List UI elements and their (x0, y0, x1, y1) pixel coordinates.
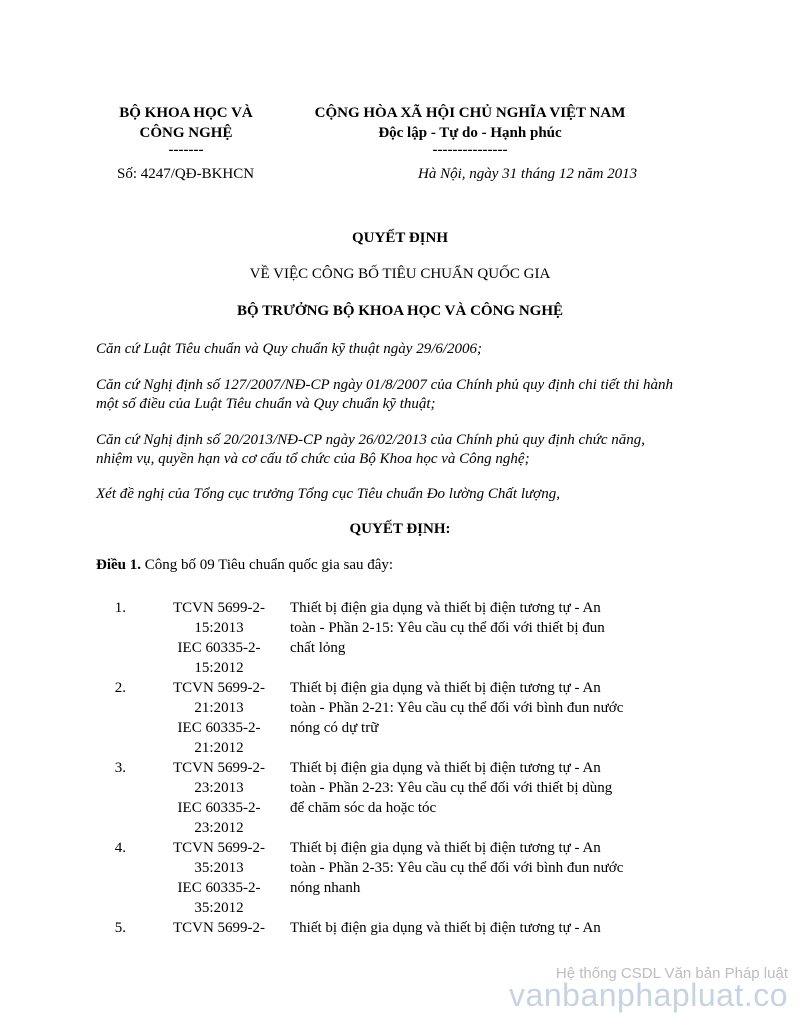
code-line: 35:2013 (194, 860, 244, 876)
preamble-line: Căn cứ Nghị định số 127/2007/NĐ-CP ngày 01/8/2007 của Chính phủ quy định chi tiết thi hành (96, 377, 674, 393)
code-line: IEC 60335-2- (177, 880, 261, 896)
item-code (154, 598, 284, 678)
preamble-line: Xét đề nghị của Tổng cục trưởng Tổng cục Tiêu chuẩn Đo lường Chất lượng, (96, 486, 560, 502)
code-line: 15:2012 (194, 660, 244, 676)
code-line: IEC 60335-2- (177, 720, 261, 736)
item-description (290, 758, 650, 818)
preamble-line: nhiệm vụ, quyền hạn và cơ cấu tổ chức của Bộ Khoa học và Công nghệ; (96, 451, 530, 467)
document-date: Hà Nội, ngày 31 tháng 12 năm 2013 (418, 166, 638, 182)
code-line: TCVN 5699-2- (172, 840, 266, 856)
desc-line: Thiết bị điện gia dụng và thiết bị điện tương tự - An (290, 760, 601, 776)
item-number: 3. (114, 760, 126, 776)
desc-line: Thiết bị điện gia dụng và thiết bị điện tương tự - An (290, 920, 601, 936)
motto-separator: --------------- (432, 142, 508, 158)
code-line: TCVN 5699-2- (172, 680, 266, 696)
item-number: 5. (114, 920, 126, 936)
item-description (290, 678, 650, 738)
item-code (154, 838, 284, 918)
preamble-line: Căn cứ Luật Tiêu chuẩn và Quy chuẩn kỹ thuật ngày 29/6/2006; (96, 341, 483, 357)
item-description (290, 918, 650, 938)
desc-line: chất lỏng (290, 640, 346, 656)
code-line: 15:2013 (194, 620, 244, 636)
desc-line: nóng có dự trữ (290, 720, 379, 736)
item-code (154, 758, 284, 838)
desc-line: Thiết bị điện gia dụng và thiết bị điện tương tự - An (290, 840, 601, 856)
document-subtitle: VỀ VIỆC CÔNG BỐ TIÊU CHUẨN QUỐC GIA (249, 266, 551, 282)
code-line: 21:2012 (194, 740, 244, 756)
national-motto-block (290, 103, 650, 157)
article-1-label: Điều 1. (96, 557, 141, 573)
code-line: 21:2013 (194, 700, 244, 716)
document-title: QUYẾT ĐỊNH (352, 230, 448, 246)
item-description (290, 838, 650, 898)
desc-line: toàn - Phần 2-15: Yêu cầu cụ thể đối với thiết bị đun (290, 620, 605, 636)
authority-heading: BỘ TRƯỞNG BỘ KHOA HỌC VÀ CÔNG NGHỆ (236, 303, 563, 319)
desc-line: toàn - Phần 2-23: Yêu cầu cụ thể đối với thiết bị dùng (290, 780, 613, 796)
code-line: TCVN 5699-2- (172, 920, 266, 936)
desc-line: Thiết bị điện gia dụng và thiết bị điện tương tự - An (290, 680, 601, 696)
item-description (290, 598, 650, 658)
item-number: 1. (114, 600, 126, 616)
code-line: TCVN 5699-2- (172, 600, 266, 616)
desc-line: Thiết bị điện gia dụng và thiết bị điện tương tự - An (290, 600, 601, 616)
code-line: 35:2012 (194, 900, 244, 916)
item-number: 2. (114, 680, 126, 696)
code-line: TCVN 5699-2- (172, 760, 266, 776)
desc-line: nóng nhanh (290, 880, 361, 896)
issuer-separator: ------- (168, 142, 204, 158)
code-line: 23:2013 (194, 780, 244, 796)
document-number: Số: 4247/QĐ-BKHCN (117, 166, 255, 182)
watermark-site-name: vanbanphapluat.co (509, 977, 788, 1013)
item-code (154, 678, 284, 758)
decision-heading: QUYẾT ĐỊNH: (349, 521, 451, 537)
article-1 (96, 555, 716, 575)
desc-line: để chăm sóc da hoặc tóc (290, 800, 437, 816)
desc-line: toàn - Phần 2-21: Yêu cầu cụ thể đối với bình đun nước (290, 700, 624, 716)
issuer-block (96, 103, 276, 157)
issuer-name-line2: CÔNG NGHỆ (139, 125, 233, 141)
country-name: CỘNG HÒA XÃ HỘI CHỦ NGHĨA VIỆT NAM (314, 105, 626, 121)
preamble-line: một số điều của Luật Tiêu chuẩn và Quy chuẩn kỹ thuật; (96, 396, 436, 412)
issuer-name-line1: BỘ KHOA HỌC VÀ (119, 105, 253, 121)
preamble-line: Căn cứ Nghị định số 20/2013/NĐ-CP ngày 26/02/2013 của Chính phủ quy định chức năng, (96, 432, 645, 448)
desc-line: toàn - Phần 2-35: Yêu cầu cụ thể đối với bình đun nước (290, 860, 624, 876)
code-line: 23:2012 (194, 820, 244, 836)
code-line: IEC 60335-2- (177, 640, 261, 656)
item-number: 4. (114, 840, 126, 856)
item-code (154, 918, 284, 938)
article-1-text: Công bố 09 Tiêu chuẩn quốc gia sau đây: (141, 557, 394, 573)
motto: Độc lập - Tự do - Hạnh phúc (378, 125, 562, 141)
watermark-caption: Hệ thống CSDL Văn bản Pháp luật (555, 965, 788, 982)
code-line: IEC 60335-2- (177, 800, 261, 816)
